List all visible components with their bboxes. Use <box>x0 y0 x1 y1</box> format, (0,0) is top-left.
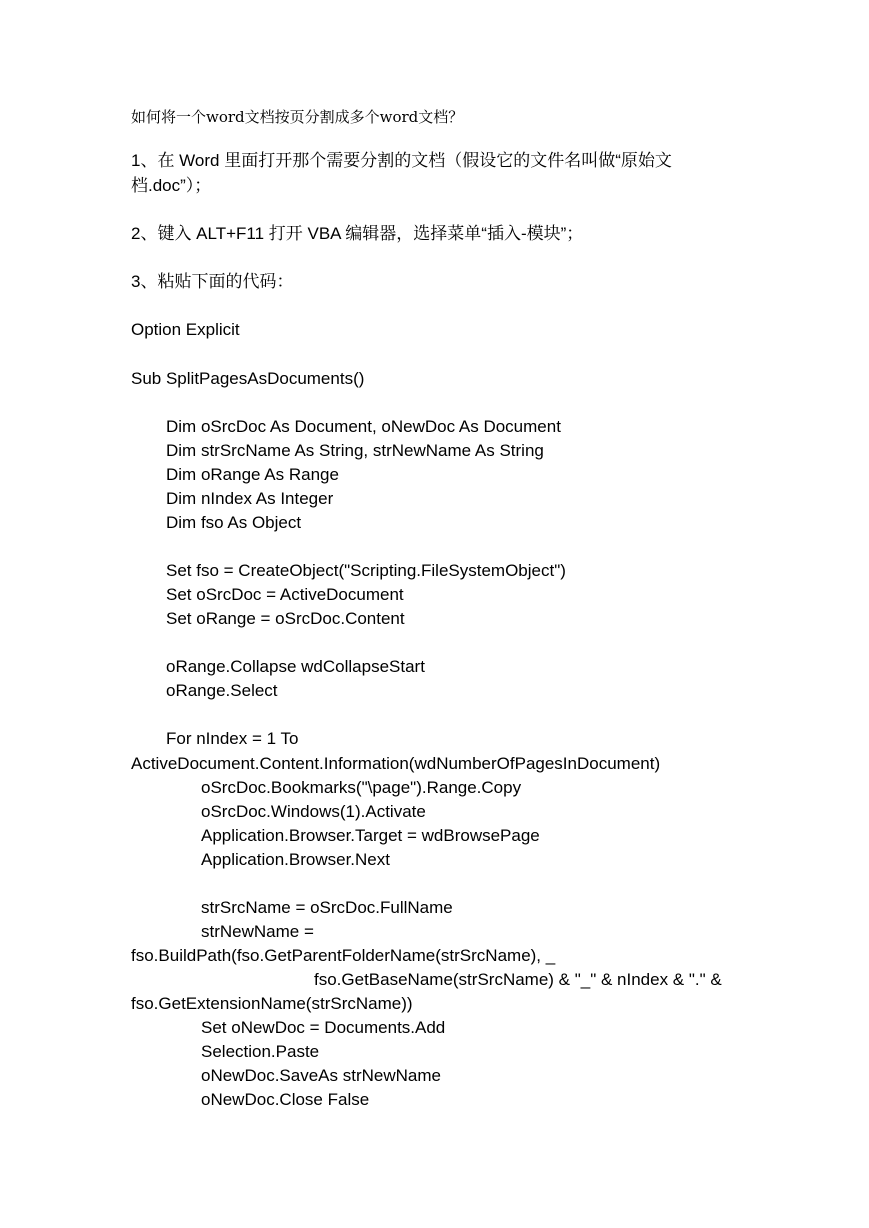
step-3: 3、粘贴下面的代码： <box>131 272 294 291</box>
code-line: strSrcName = oSrcDoc.FullName <box>201 898 453 917</box>
code-line: Set oRange = oSrcDoc.Content <box>166 609 405 628</box>
code-line: oSrcDoc.Bookmarks("\page").Range.Copy <box>201 778 522 797</box>
step-1-line-1: 1、在 Word 里面打开那个需要分割的文档（假设它的文件名叫做“原始文 <box>131 151 672 170</box>
code-line: Set fso = CreateObject("Scripting.FileSystemObject") <box>166 561 566 580</box>
document-title: 如何将一个word文档按页分割成多个word文档？ <box>131 108 464 126</box>
code-line: Dim oSrcDoc As Document, oNewDoc As Document <box>166 417 561 436</box>
code-line: strNewName = <box>201 922 314 941</box>
step-1-line-2: 档.doc”）； <box>131 176 212 195</box>
code-line: fso.GetBaseName(strSrcName) & "_" & nIndex & "." & <box>314 970 722 989</box>
code-line: Dim oRange As Range <box>166 465 339 484</box>
code-line: fso.GetExtensionName(strSrcName)) <box>131 994 413 1013</box>
code-line: oNewDoc.SaveAs strNewName <box>201 1066 441 1085</box>
code-line: oRange.Select <box>166 681 278 700</box>
code-line: Option Explicit <box>131 320 240 339</box>
code-line: Set oSrcDoc = ActiveDocument <box>166 585 404 604</box>
code-line: fso.BuildPath(fso.GetParentFolderName(strSrcName), _ <box>131 946 556 965</box>
step-2: 2、键入 ALT+F11 打开 VBA 编辑器，选择菜单“插入-模块”； <box>131 224 584 243</box>
code-line: Selection.Paste <box>201 1042 320 1061</box>
code-line: oNewDoc.Close False <box>201 1090 370 1109</box>
code-line: Dim nIndex As Integer <box>166 489 334 508</box>
code-line: Dim strSrcName As String, strNewName As String <box>166 441 544 460</box>
code-line: Dim fso As Object <box>166 513 302 532</box>
code-line: For nIndex = 1 To <box>166 729 299 748</box>
code-line: Application.Browser.Next <box>201 850 390 869</box>
code-line: oSrcDoc.Windows(1).Activate <box>201 802 426 821</box>
code-line: Sub SplitPagesAsDocuments() <box>131 369 365 388</box>
code-line: Set oNewDoc = Documents.Add <box>201 1018 446 1037</box>
code-line: Application.Browser.Target = wdBrowsePage <box>201 826 540 845</box>
code-line: ActiveDocument.Content.Information(wdNumberOfPagesInDocument) <box>131 754 661 773</box>
code-line: oRange.Collapse wdCollapseStart <box>166 657 425 676</box>
